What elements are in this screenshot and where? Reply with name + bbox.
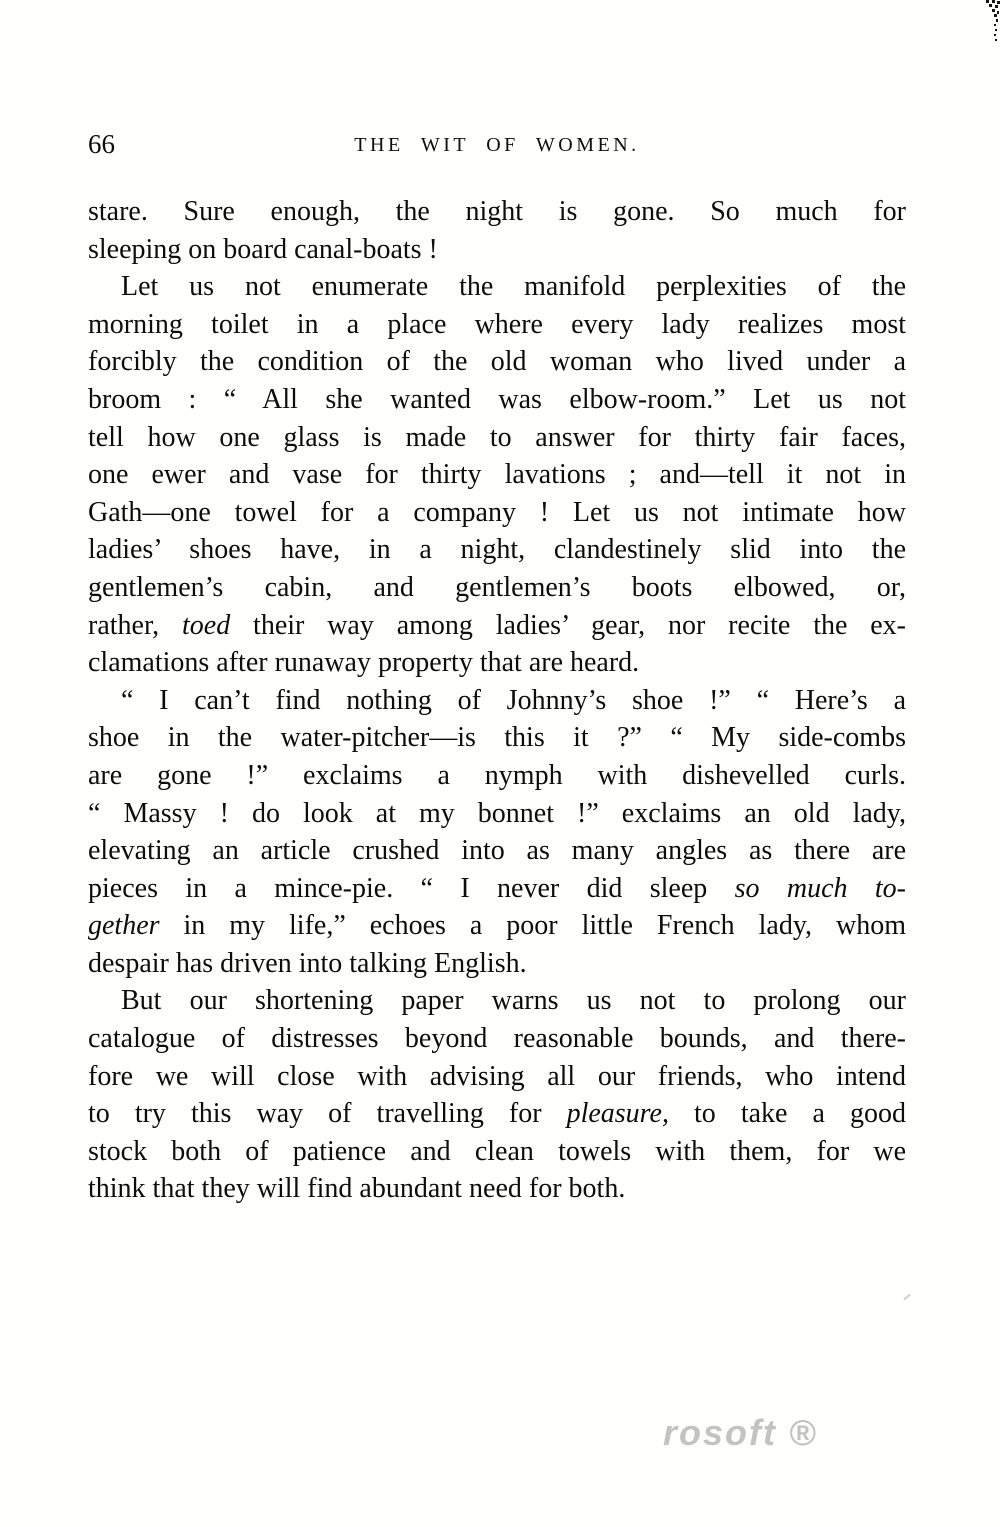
text-line: forcibly the condition of the old woman who lived under a [88,346,906,378]
text-line: pieces in a mince-pie. “ I never did sleep so much to- [88,872,906,904]
text-line: But our shortening paper warns us not to prolong our [121,985,906,1017]
running-title: THE WIT OF WOMEN. [354,134,640,156]
text-line: tell how one glass is made to answer for thirty fair faces, [88,421,906,453]
text-line: “ I can’t find nothing of Johnny’s shoe !” “ Here’s a [121,684,906,716]
text-line: fore we will close with advising all our friends, who intend [88,1060,906,1092]
text-line: clamations after runaway property that are heard. [88,647,640,679]
page-header [88,129,906,161]
text-line: Let us not enumerate the manifold perplexities of the [121,271,906,303]
watermark-text: rosoft ® [663,1412,818,1453]
text-line: shoe in the water-pitcher—is this it ?” “ My side-combs [88,722,906,754]
text-line: broom : “ All she wanted was elbow-room.” Let us not [88,383,906,415]
text-line: one ewer and vase for thirty lavations ; and—tell it not in [88,459,906,491]
text-line: “ Massy ! do look at my bonnet !” exclaims an old lady, [88,797,906,829]
text-line: to try this way of travelling for pleasure, to take a good [88,1098,906,1130]
text-line: gether in my life,” echoes a poor little French lady, whom [88,910,906,942]
text-line: rather, toed their way among ladies’ gear, nor recite the ex- [88,609,906,641]
text-line: stare. Sure enough, the night is gone. So much for [88,196,906,227]
page-number: 66 [88,129,115,159]
text-line: sleeping on board canal-boats ! [88,233,438,265]
body-text [88,193,906,1208]
text-line: are gone !” exclaims a nymph with dishevelled curls. [88,759,906,791]
scan-artifact-top-right-icon [974,0,1000,46]
scan-speck [903,1294,910,1301]
text-line: despair has driven into talking English. [88,947,527,979]
text-line: think that they will find abundant need for both. [88,1173,626,1205]
text-line: stock both of patience and clean towels with them, for we [88,1135,906,1167]
text-line: Gath—one towel for a company ! Let us not intimate how [88,496,906,528]
text-line: gentlemen’s cabin, and gentlemen’s boots elbowed, or, [88,571,906,603]
text-line: morning toilet in a place where every lady realizes most [88,308,906,340]
text-line: elevating an article crushed into as many angles as there are [88,835,906,867]
text-line: catalogue of distresses beyond reasonable bounds, and there- [88,1023,906,1055]
text-line: ladies’ shoes have, in a night, clandestinely slid into the [88,534,906,566]
